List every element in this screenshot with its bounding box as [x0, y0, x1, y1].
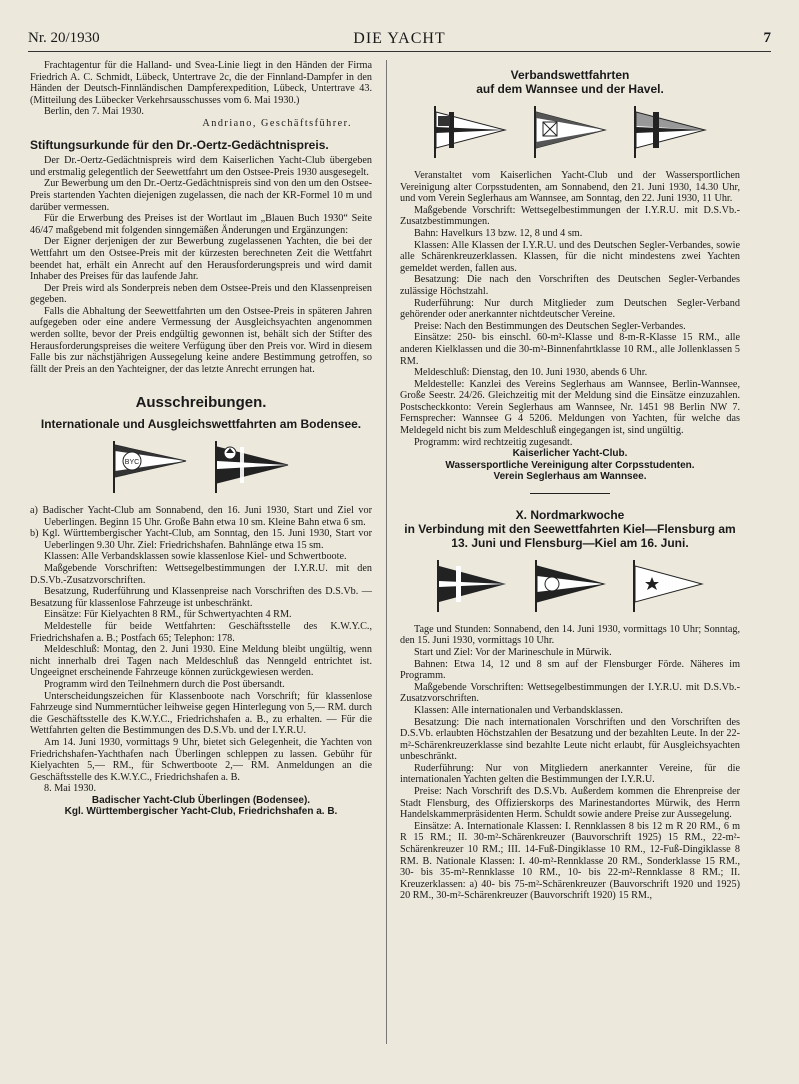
fsc-burgee-icon: [434, 558, 510, 614]
page-number: 7: [763, 30, 771, 46]
nordmark-paragraph: Maßgebende Vorschriften: Wettsegelbestimmungen der I.Y.R.U. mit D.S.Vb.-Zusatzvorschriften.: [400, 681, 740, 705]
intro-paragraph: Frachtagentur für die Halland- und Svea-Linie liegt in den Händen der Firma Friedrich A. C. Schmidt, Lübeck, Untertrave 2c, die der Finnland-Dampfer in den Händen der Deutsch-Finnländischen Dampferexpedition, Lübeck, Untertrave 43. (Mitteilung des Lübecker Verkehrsausschusses vom 6. Mai 1930.): [30, 60, 372, 106]
oertz-paragraph: Der Eigner derjenigen der zur Bewerbung zugelassenen Yachten, die bei der Wettfahrt um den Ostsee-Preis mit der kürzesten berechneten Zeit die Wettfahrt beendet hat, erhält ein Anrecht auf den Herausforderungspreis und wird damit Inhaber des Preises für das laufende Jahr.: [30, 236, 372, 283]
havel-paragraph: Programm: wird rechtzeitig zugesandt.: [414, 436, 573, 448]
havel-flags: [400, 104, 740, 160]
havel-heading-line: Verbandswettfahrten: [510, 68, 630, 82]
rule-paragraph: Besatzung, Ruderführung und Klassenpreise nach Vorschriften des D.S.Vb. — Besatzung für klassenlose Fahrzeuge ist unbeschränkt.: [30, 586, 372, 609]
bodensee-signature: Badischer Yacht-Club Überlingen (Bodensee).: [91, 794, 311, 806]
right-column: [400, 62, 740, 902]
rule-paragraph: Einsätze: Für Kielyachten 8 RM., für Schwertyachten 4 RM.: [44, 609, 292, 621]
oertz-paragraph: Zur Bewerbung um den Dr.-Oertz-Gedächtnispreis sind von den um den Ostsee-Preis startenden Yachten diejenigen zugelassen, die nach der KR-Formel 10 m und darüber vermessen.: [30, 178, 372, 213]
havel-paragraph: Veranstaltet vom Kaiserlichen Yacht-Club und der Wassersportlichen Vereinigung alter Corpsstudenten, am Sonnabend, den 21. Juni 1930, 14.30 Uhr, und vom Verein Seglerhaus am Wannsee, am Sonntag, den 22. Juni 1930, 11 Uhr.: [400, 170, 740, 205]
oertz-paragraph: Der Dr.-Oertz-Gedächtnispreis wird dem Kaiserlichen Yacht-Club übergeben und erstmalig gelegentlich der Seewettfahrt um den Ostsee-Preis 1930 ausgesegelt.: [30, 155, 372, 178]
havel-heading-line: auf dem Wannsee und der Havel.: [476, 82, 664, 96]
running-header: [28, 30, 771, 50]
havel-paragraph: Meldeschluß: Dienstag, den 10. Juni 1930, abends 6 Uhr.: [414, 367, 648, 379]
nordmark-flags: [400, 558, 740, 614]
section-separator: [530, 493, 610, 494]
rule-paragraph: Meldestelle für beide Wettfahrten: Geschäftsstelle des K.W.Y.C., Friedrichshafen a. B.; Postfach 65; Telephon: 178.: [30, 620, 372, 644]
oertz-paragraph: Für die Erwerbung des Preises ist der Wortlaut im „Blauen Buch 1930“ Seite 46/47 maßgebend mit folgenden sinngemäßen Änderungen und Ergänzungen:: [30, 213, 372, 236]
kyc-burgee-icon: [431, 104, 509, 160]
bodensee-signature: Kgl. Württembergischer Yacht-Club, Friedrichshafen a. B.: [64, 806, 338, 818]
rule-date: 8. Mai 1930.: [44, 783, 97, 795]
rule-paragraph: Am 14. Juni 1930, vormittags 9 Uhr, bietet sich Gelegenheit, die Yachten von Friedrichshafen-Yachthafen nach Überlingen schleppen zu lassen. Gebühr für Kielyachten 5,— RM., für Schwertboote 2,— RM. Anmeldungen an die Geschäftsstelle des K.W.Y.C., Friedrichshafen a. B.: [30, 736, 372, 783]
nordmark-heading: [400, 508, 740, 550]
havel-signature: Verein Seglerhaus am Wannsee.: [493, 471, 647, 483]
bodensee-heading: Internationale und Ausgleichswettfahrten am Bodensee.: [40, 417, 362, 432]
nordmark-paragraph: Einsätze: A. Internationale Klassen: I. Rennklassen 8 bis 12 m R 20 RM., 6 m R 15 RM.; II. 30-m²-Schärenkreuzer (Bauvorschrift 1925) 15 RM., 22-m²-Schärenkreuzer 10 RM.; III. 14-Fuß-Dingiklasse 10 RM., 12-Fuß-Dingiklasse 8 RM. B. Nationale Klassen: I. 40-m²-Rennklasse 20 RM., Sonderklasse 15 RM., 30- bis 35-m²-Rennklasse 10 RM., 10- bis 22-m²-Rennklasse 8 RM.; II. Kreuzerklassen: a) 40- bis 75-m²-Schärenkreuzer (Bauvorschrift 1920 und 1925) 20 RM., 30-m²-Schärenkreuzer (Bauvorschrift 1920) 15 RM.,: [400, 820, 740, 902]
intro-signature: Andriano, Geschäftsführer.: [202, 117, 352, 129]
svg-text:BYC: BYC: [124, 459, 140, 467]
rule-paragraph: Maßgebende Vorschriften: Wettsegelbestimmungen der I.Y.R.U. mit den D.S.Vb.-Zusatzvorschriften.: [30, 563, 372, 586]
oertz-heading: Stiftungsurkunde für den Dr.-Oertz-Gedächtnispreis.: [30, 137, 329, 152]
kwyc-burgee-icon: [212, 439, 292, 495]
magazine-title: DIE YACHT: [353, 30, 446, 47]
ausschreibungen-heading: Ausschreibungen.: [135, 394, 267, 412]
column-divider: [386, 60, 387, 1044]
havel-paragraph: Ruderführung: Nur durch Mitglieder zum Deutschen Segler-Verband gehörender oder anerkannter nichtdeutscher Vereine.: [400, 297, 740, 321]
vsaw-burgee-icon: [631, 104, 709, 160]
havel-paragraph: Meldestelle: Kanzlei des Vereins Seglerhaus am Wannsee, Berlin-Wannsee, Große Seestr. 24/26. Gleichzeitig mit der Meldung sind die Einsätze einzuzahlen. Postscheckkonto: Verein Seglerhaus am Wannsee, Nr. 1451 98 Berlin NW 7. Fernsprecher: Wannsee G 4 5206. Meldungen von Yachten, für welche das Meldegeld nicht bis zum Meldeschluß eingegangen ist, sind ungültig.: [400, 378, 740, 437]
issue-number: Nr. 20/1930: [28, 30, 100, 46]
nordmark-heading-line: in Verbindung mit den Seewettfahrten Kiel—Flensburg am 13. Juni und Flensburg—Kiel am 16. Juni.: [404, 521, 736, 550]
marine-burgee-icon: [532, 558, 608, 614]
havel-paragraph: Einsätze: 250- bis einschl. 60-m²-Klasse und 8-m-R-Klasse 15 RM., alle anderen Kielklassen und die 30-m²-Binnenfahrtklasse 10 RM., alle Jollenklassen 5 RM.: [400, 332, 740, 367]
nordmark-paragraph: Bahnen: Etwa 14, 12 und 8 sm auf der Flensburger Förde. Näheres im Programm.: [400, 658, 740, 682]
rule-paragraph: Klassen: Alle Verbandsklassen sowie klassenlose Kiel- und Schwertboote.: [44, 551, 347, 563]
nordmark-paragraph: Start und Ziel: Vor der Marineschule in Mürwik.: [414, 646, 612, 658]
havel-signature: Wassersportliche Vereinigung alter Corpsstudenten.: [445, 459, 695, 471]
nordmark-paragraph: Tage und Stunden: Sonnabend, den 14. Juni 1930, vormittags 10 Uhr; Sonntag, den 15. Juni 1930, vormittags 10 Uhr.: [400, 623, 740, 647]
havel-signature: Kaiserlicher Yacht-Club.: [512, 448, 628, 460]
left-column: [30, 60, 372, 818]
star-burgee-icon: [630, 558, 706, 614]
havel-paragraph: Klassen: Alle Klassen der I.Y.R.U. und des Deutschen Segler-Verbandes, sowie alle Schärenkreuzerklassen. Klassen, für die nicht mindestens zwei Yachten gemeldet werden, fallen aus.: [400, 239, 740, 274]
rule-paragraph: Programm wird den Teilnehmern durch die Post übersandt.: [44, 678, 285, 690]
race-item: b) Kgl. Württembergischer Yacht-Club, am Sonntag, den 15. Juni 1930, Start vor Ueberlingen 9.30 Uhr. Ziel: Friedrichshafen. Bahnlänge etwa 15 sm.: [30, 528, 372, 551]
nordmark-paragraph: Besatzung: Die nach internationalen Vorschriften und den Vorschriften des D.S.Vb. erlaubten Höchstzahlen der Besatzung und der bezahlten Leute. In der 22-m²-Schärenkreuzerklasse sind bezahlte Leute nicht erlaubt, für Ausgleichsyachten unbeschränkt.: [400, 716, 740, 763]
nordmark-paragraph: Klassen: Alle internationalen und Verbandsklassen.: [414, 704, 623, 716]
havel-paragraph: Besatzung: Die nach den Vorschriften des Deutschen Segler-Verbandes zulässige Höchstzahl.: [400, 274, 740, 297]
rule-paragraph: Meldeschluß: Montag, den 2. Juni 1930. Eine Meldung bleibt ungültig, wenn nicht innerhalb drei Tagen nach Meldeschluß das Nenngeld entrichtet ist. Ungeeignet erscheinende Fahrzeuge können zurückgewiesen werden.: [30, 644, 372, 679]
oertz-paragraph: Falls die Abhaltung der Seewettfahrten um den Ostsee-Preis in späteren Jahren aufgegeben oder eine andere Vermessung der Ausgleichsyachten angenommen werden sollte, bevor der Preis endgültig gewonnen ist, behält sich der Stifter des Herausforderungspreises die weitere Verfügung über den Preis vor. Wird in diesem Falle bis zur nächstjährigen Aussegelung keine andere Bestimmung getroffen, so fällt der Preis an den Yachteigner, der das letzte Anrecht errungen hat.: [30, 305, 372, 375]
havel-paragraph: Maßgebende Vorschrift: Wettsegelbestimmungen der I.Y.R.U. mit D.S.Vb.-Zusatzbestimmungen.: [400, 204, 740, 228]
nordmark-heading-line: X. Nordmarkwoche: [515, 507, 625, 522]
header-rule: [28, 51, 771, 52]
race-item: a) Badischer Yacht-Club am Sonnabend, den 16. Juni 1930, Start und Ziel vor Ueberlingen. Beginn 15 Uhr. Große Bahn etwa 10 sm. Kleine Bahn etwa 6 sm.: [30, 505, 372, 528]
nordmark-paragraph: Ruderführung: Nur von Mitgliedern anerkannter Vereine, für die internationalen Yachten gelten die Bestimmungen der I.Y.R.U.: [400, 762, 740, 786]
havel-paragraph: Preise: Nach den Bestimmungen des Deutschen Segler-Verbandes.: [414, 320, 686, 332]
havel-paragraph: Bahn: Havelkurs 13 bzw. 12, 8 und 4 sm.: [414, 227, 583, 239]
byc-burgee-icon: [110, 439, 190, 495]
bodensee-flags: [30, 439, 372, 495]
oertz-paragraph: Der Preis wird als Sonderpreis neben dem Ostsee-Preis und den Klassenpreisen gegeben.: [30, 282, 372, 306]
intro-date: Berlin, den 7. Mai 1930.: [44, 106, 144, 118]
corps-burgee-icon: [531, 104, 609, 160]
havel-heading: [400, 68, 740, 96]
rule-paragraph: Unterscheidungszeichen für Klassenboote nach Vorschrift; für klassenlose Fahrzeuge sind Nummerntücher leihweise gegen Hinterlegung von 5,— RM. durch die Geschäftsstelle des K.W.Y.C., Friedrichshafen a. B., zu erhalten. — Für die Wettfahrten gelten die Bestimmungen des D.S.Vb. und der I.Y.R.U.: [30, 690, 372, 737]
nordmark-paragraph: Preise: Nach Vorschrift des D.S.Vb. Außerdem kommen die Ehrenpreise der Stadt Flensburg, des Offizierskorps des Marinestandortes Mürwik, des Herrn Handelskammerpräsidenten Herm. Schuldt sowie andere Preise zur Aussegelung.: [400, 786, 740, 821]
